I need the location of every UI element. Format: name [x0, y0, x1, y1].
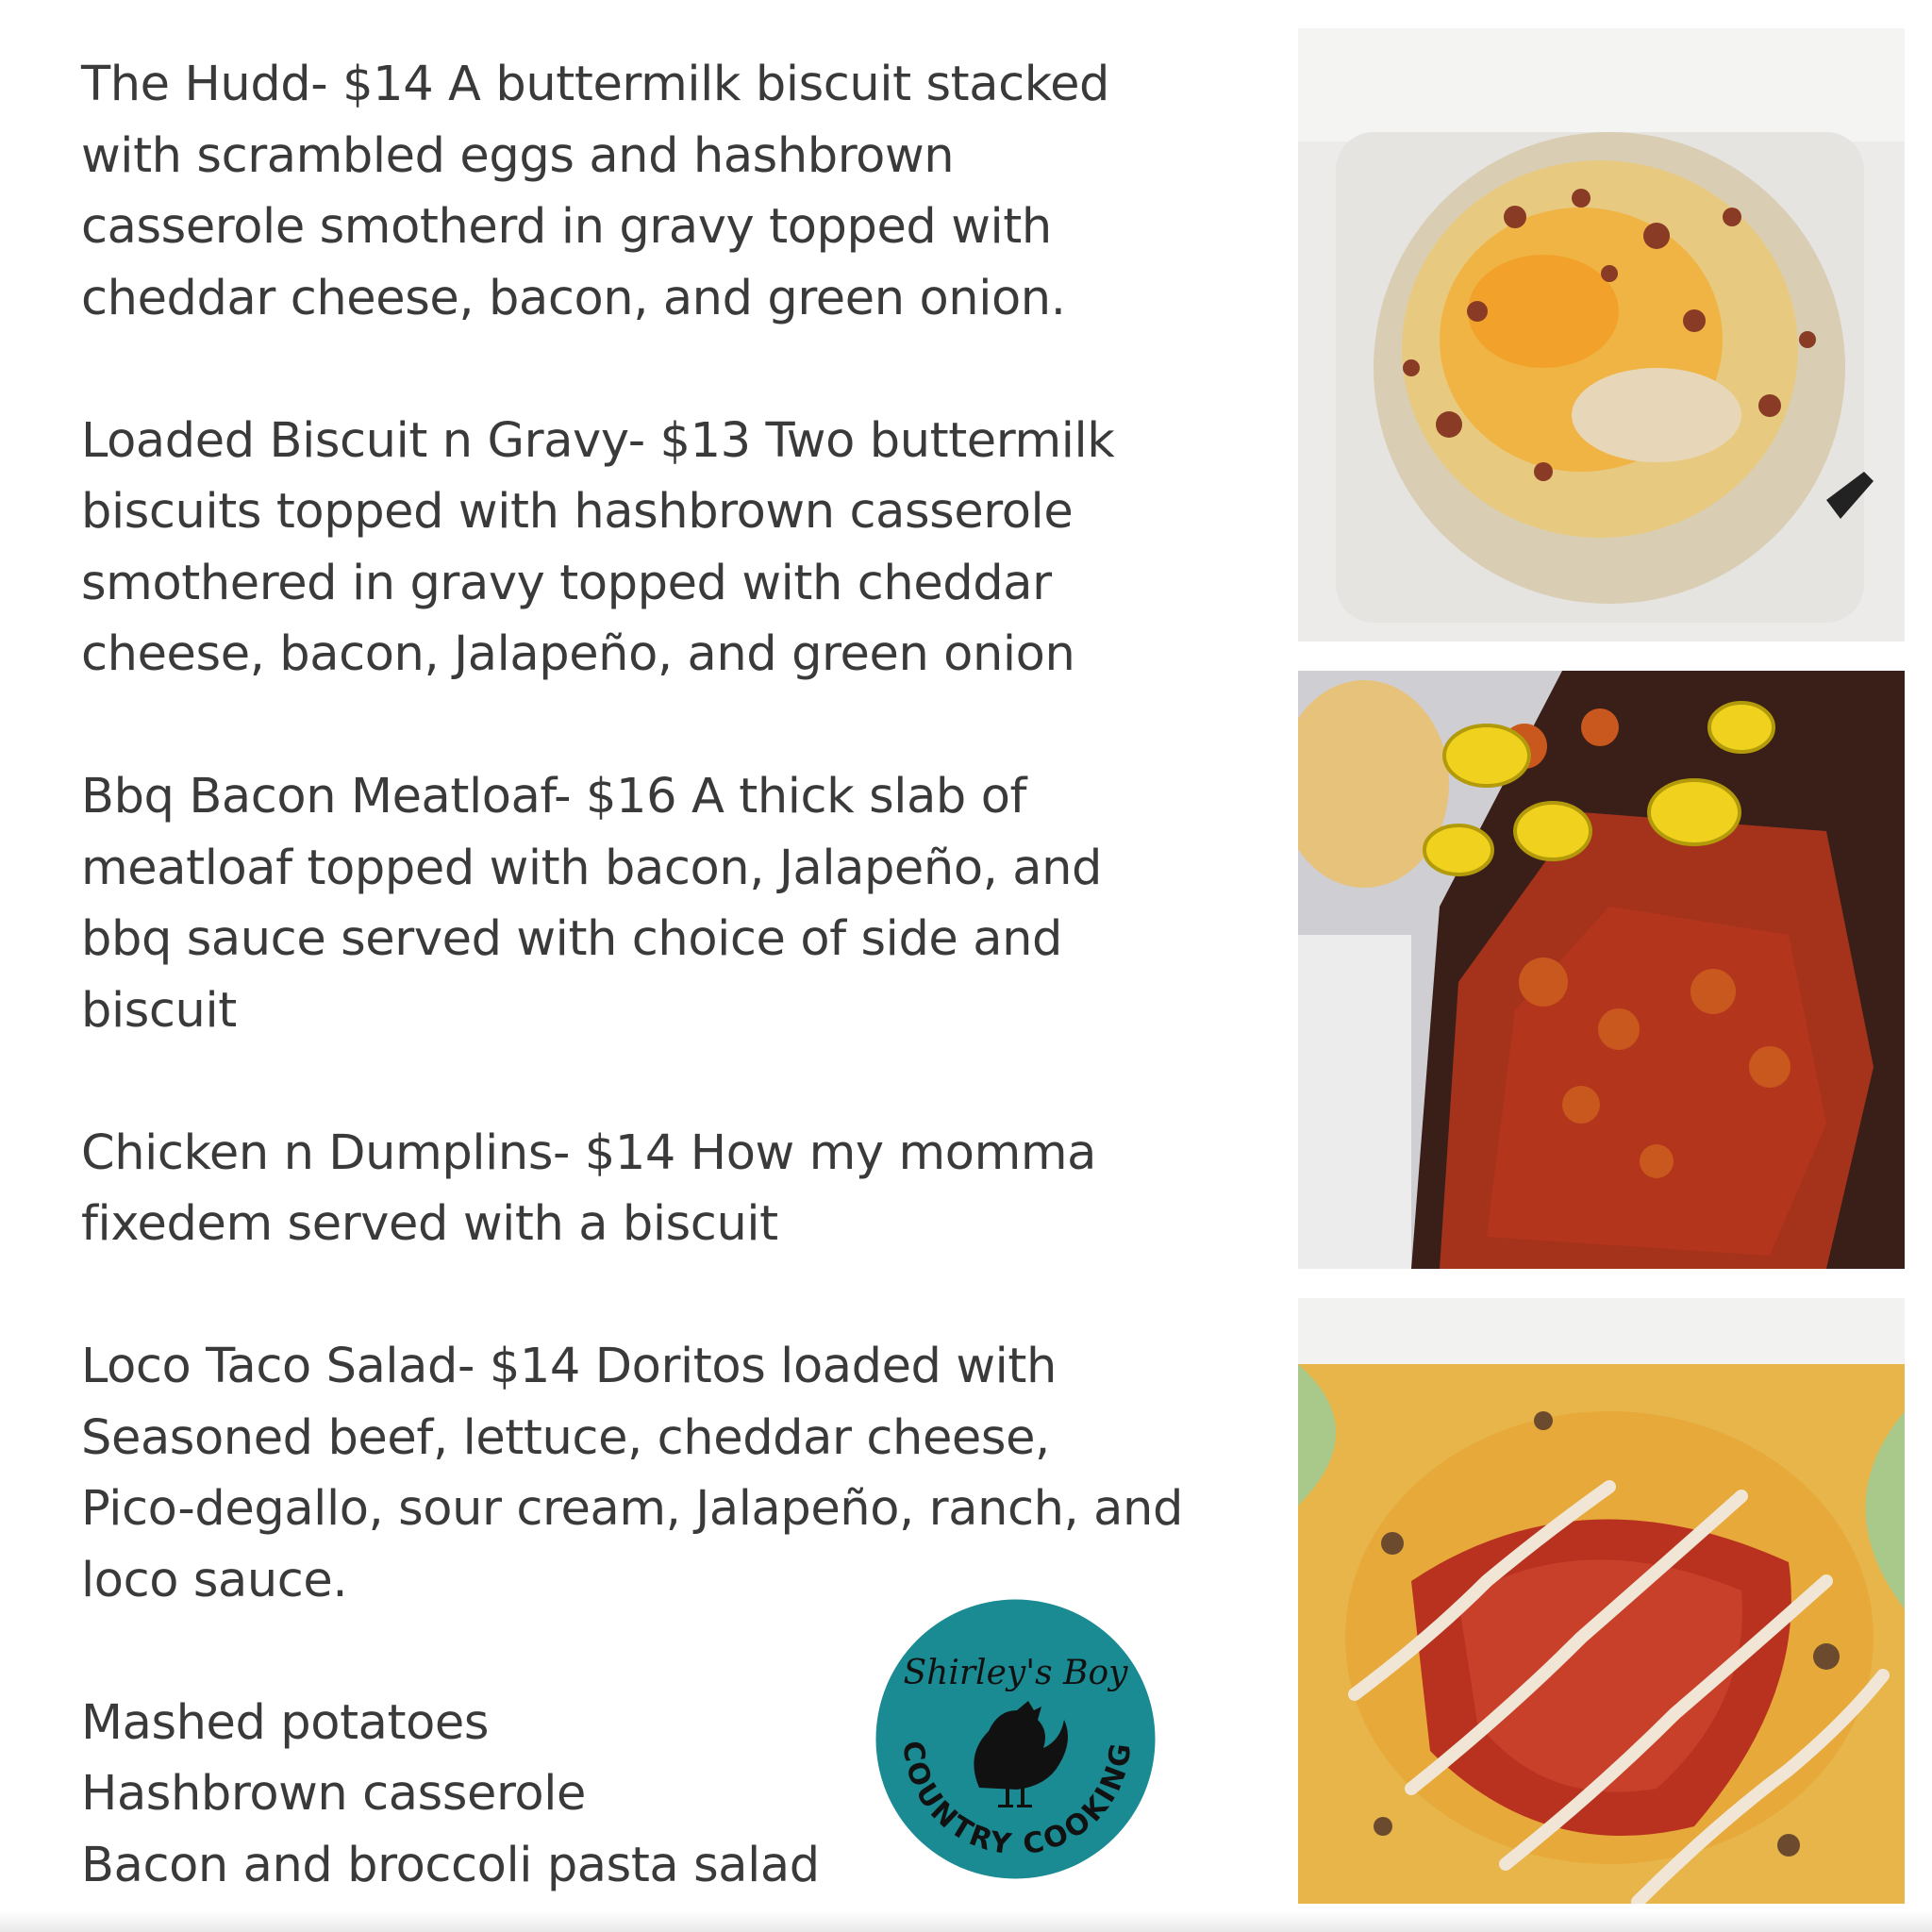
- logo-arc-text: COUNTRY COOKING: [895, 1739, 1139, 1862]
- menu-item-chicken-dumplins: [81, 1118, 1260, 1260]
- menu-line: The Hudd- $14 A buttermilk biscuit stacked: [81, 57, 1110, 112]
- biscuit-gravy-photo: [1298, 28, 1905, 641]
- menu-item-bbq-meatloaf: [81, 761, 1260, 1046]
- menu-line: loco sauce.: [81, 1552, 348, 1608]
- menu-line: with scrambled eggs and hashbrown: [81, 127, 955, 184]
- menu-line: meatloaf topped with bacon, Jalapeño, and: [81, 840, 1102, 896]
- menu-item-loaded-biscuit: [81, 406, 1260, 691]
- taco-salad-photo: [1298, 1298, 1905, 1904]
- menu-line: bbq sauce served with choice of side and: [81, 911, 1062, 967]
- menu-line: cheese, bacon, Jalapeño, and green onion: [81, 626, 1075, 682]
- menu-line: Bbq Bacon Meatloaf- $16 A thick slab of: [81, 769, 1027, 824]
- side-item: Bacon and broccoli pasta salad: [81, 1837, 820, 1893]
- side-item: Mashed potatoes: [81, 1694, 490, 1751]
- menu-item-the-hudd: [81, 49, 1260, 334]
- menu-line: biscuits topped with hashbrown casserole: [81, 484, 1074, 540]
- menu-line: Loco Taco Salad- $14 Doritos loaded with: [81, 1339, 1057, 1394]
- menu-line: Seasoned beef, lettuce, cheddar cheese,: [81, 1409, 1050, 1466]
- logo-script-text: Shirley's Boy: [903, 1654, 1128, 1692]
- menu-item-loco-taco-salad: [81, 1331, 1260, 1616]
- menu-line: cheddar cheese, bacon, and green onion.: [81, 270, 1066, 326]
- menu-line: fixedem served with a biscuit: [81, 1196, 778, 1252]
- bottom-edge-shadow: [0, 1911, 1932, 1932]
- menu-line: Pico-degallo, sour cream, Jalapeño, ranch, and: [81, 1481, 1183, 1537]
- menu-line: Chicken n Dumplins- $14 How my momma: [81, 1124, 1096, 1181]
- menu-line: biscuit: [81, 982, 237, 1039]
- bbq-meatloaf-photo: [1298, 671, 1905, 1269]
- menu-line: casserole smotherd in gravy topped with: [81, 199, 1052, 255]
- side-item: Hashbrown casserole: [81, 1766, 586, 1822]
- menu-line: Loaded Biscuit n Gravy- $13 Two buttermilk: [81, 412, 1115, 469]
- menu-line: smothered in gravy topped with cheddar: [81, 555, 1052, 611]
- shirleys-boy-logo: [875, 1599, 1156, 1879]
